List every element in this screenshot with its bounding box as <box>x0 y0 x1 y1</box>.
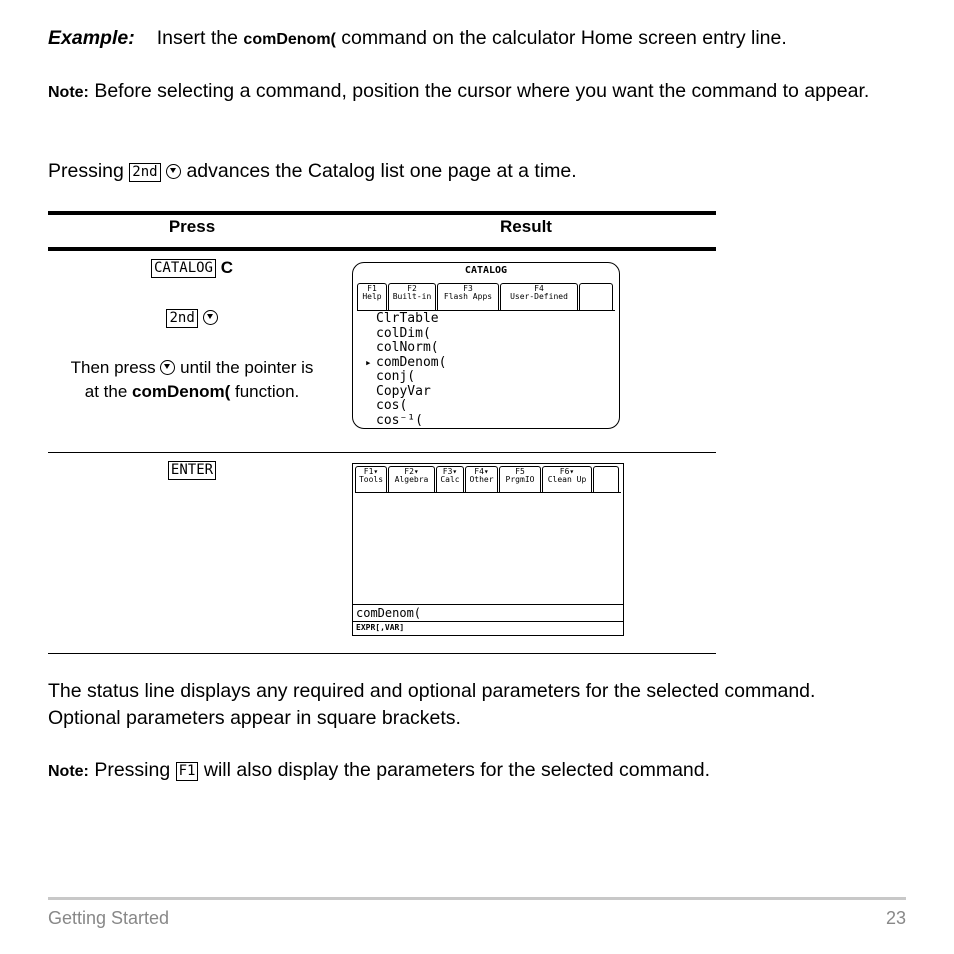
example-text-after: command on the calculator Home screen entry line. <box>341 27 787 49</box>
home-tab-tools: F1▾ Tools <box>355 466 387 492</box>
table-top-rule <box>48 211 716 215</box>
note-label: Note: <box>48 84 89 101</box>
pointer-icon: ▸ <box>365 355 372 369</box>
catalog-tab-empty <box>579 283 613 310</box>
example-command: comDenom( <box>243 31 336 48</box>
row1-instruction <box>44 356 340 404</box>
footer-section: Getting Started <box>48 908 170 928</box>
then-after: until the pointer is <box>180 358 314 377</box>
footer-rule <box>48 897 906 900</box>
catalog-item: cos( <box>376 398 408 413</box>
at-command: comDenom( <box>132 382 231 401</box>
row1-key2-line <box>48 306 336 330</box>
row1-key-line <box>48 256 336 280</box>
example-line <box>48 25 787 53</box>
catalog-item: cos⁻¹( <box>376 412 423 428</box>
catalog-tab-bar <box>357 283 615 311</box>
home-screen <box>352 463 624 636</box>
at-after: function. <box>234 382 300 401</box>
catalog-tab-flash-apps: F3 Flash Apps <box>437 283 499 310</box>
status-line: EXPR[,VAR] <box>356 623 405 632</box>
page-number: 23 <box>885 908 906 928</box>
home-tab-empty <box>593 466 619 492</box>
table-bottom-rule <box>48 653 716 654</box>
note2-before: Pressing <box>94 759 171 781</box>
header-result: Result <box>500 217 552 236</box>
catalog-screen <box>352 262 620 429</box>
note-text: Before selecting a command, position the cursor where you want the command to appear. <box>94 80 870 102</box>
key-f1: F1 <box>176 762 199 781</box>
home-tab-other: F4▾ Other <box>465 466 498 492</box>
catalog-item-selected: ▸ comDenom( <box>365 354 447 370</box>
catalog-item: CopyVar <box>376 383 431 399</box>
then-before: Then press <box>70 358 156 377</box>
note2-after: will also display the parameters for the selected command. <box>203 759 711 781</box>
catalog-title: CATALOG <box>464 265 508 276</box>
table-header-rule <box>48 247 716 251</box>
home-tab-algebra: F2▾ Algebra <box>388 466 435 492</box>
cursor-down-icon <box>160 360 175 375</box>
header-press: Press <box>168 217 216 236</box>
catalog-tab-help: F1 Help <box>357 283 387 310</box>
table-row-divider <box>48 452 716 453</box>
home-tab-bar <box>355 466 621 493</box>
home-tab-calc: F3▾ Calc <box>436 466 464 492</box>
key-letter-c: C <box>220 258 234 277</box>
home-tab-clean-up: F6▾ Clean Up <box>542 466 592 492</box>
history-area <box>353 492 623 604</box>
catalog-tab-user-defined: F4 User-Defined <box>500 283 578 310</box>
cursor-down-icon <box>203 310 218 325</box>
catalog-item: colNorm( <box>376 340 439 355</box>
catalog-tab-builtin: F2 Built-in <box>388 283 436 310</box>
key-2nd-row1: 2nd <box>166 309 197 328</box>
catalog-item: conj( <box>376 369 416 384</box>
row2-key-line <box>48 458 336 482</box>
pressing-line <box>48 158 577 185</box>
pressing-after: advances the Catalog list one page at a time. <box>186 160 577 182</box>
at-before: at the <box>84 382 128 401</box>
status-paragraph: The status line displays any required and optional parameters for the selected command. Optional parameters appear in square brackets. <box>48 680 816 729</box>
example-text-before: Insert the <box>156 27 238 49</box>
note-paragraph <box>48 78 918 106</box>
key-catalog: CATALOG <box>151 259 216 278</box>
cursor-down-icon <box>166 164 181 179</box>
entry-line: comDenom( <box>356 606 422 620</box>
key-enter: ENTER <box>168 461 216 480</box>
note2-label: Note: <box>48 763 89 780</box>
catalog-item: ClrTable <box>376 311 439 326</box>
home-tab-prgmio: F5 PrgmIO <box>499 466 541 492</box>
note2-line <box>48 757 710 785</box>
catalog-item: colDim( <box>376 325 431 341</box>
key-2nd: 2nd <box>129 163 160 182</box>
catalog-list <box>365 312 446 428</box>
example-label: Example: <box>48 27 135 49</box>
pressing-before: Pressing <box>48 160 124 182</box>
